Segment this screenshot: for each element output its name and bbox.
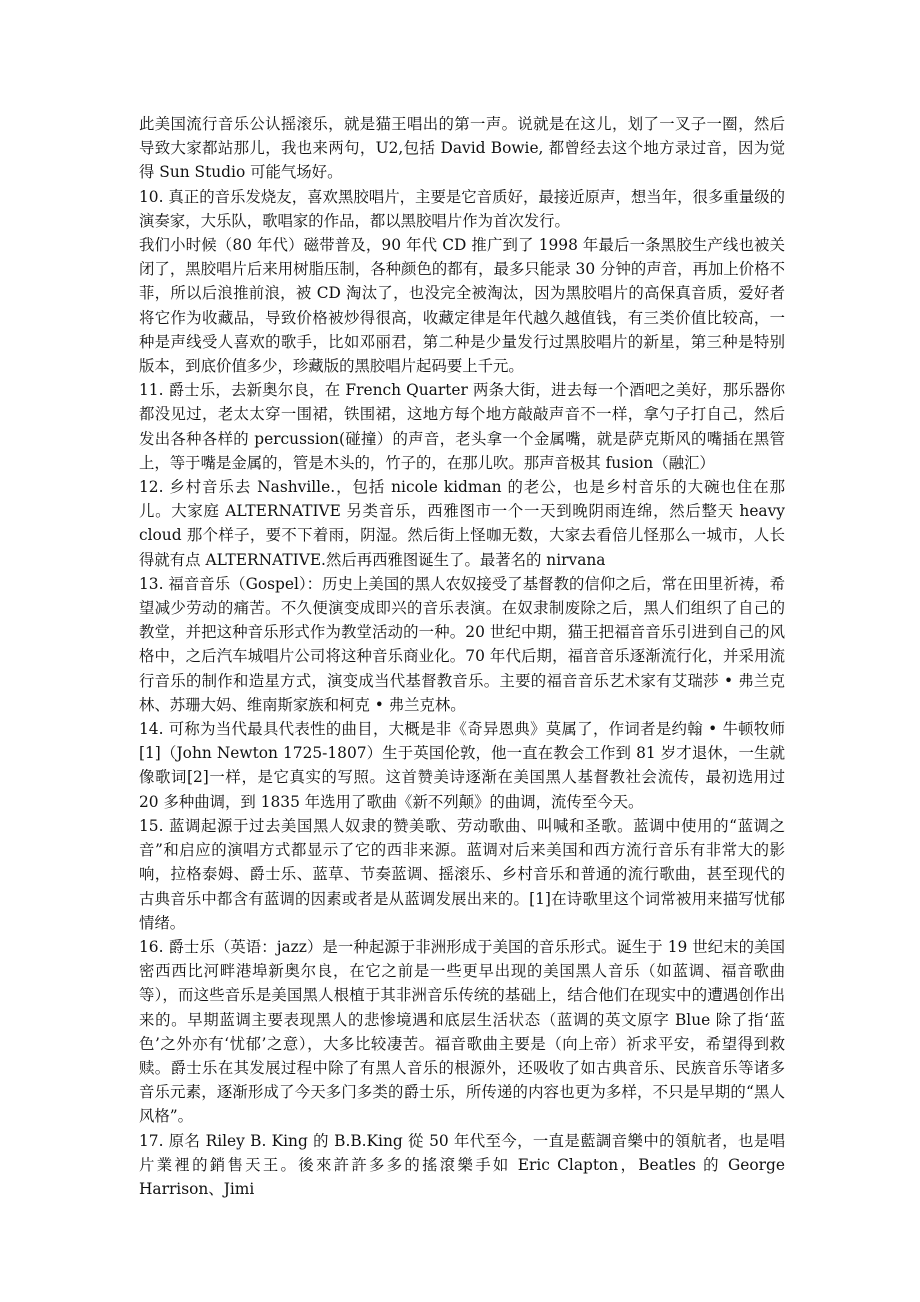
paragraph-15-blues: 15. 蓝调起源于过去美国黑人奴隶的赞美歌、劳动歌曲、叫喊和圣歌。蓝调中使用的“蓝调之音”和启应的演唱方式都显示了它的西非来源。蓝调对后来美国和西方流行音乐有非常大的影响，拉格泰姆、爵士乐、蓝草、节奏蓝调、摇滚乐、乡村音乐和普通的流行歌曲，甚至现代的古典音乐中都含有蓝调的因素或者是从蓝调发展出来的。[1]在诗歌里这个词常被用来描写忧郁情绪。 [139, 816, 785, 932]
paragraph-16-jazz: 16. 爵士乐（英语：jazz）是一种起源于非洲形成于美国的音乐形式。诞生于 19 世纪末的美国密西西比河畔港埠新奥尔良，在它之前是一些更早出现的美国黑人音乐（如蓝调、福音歌曲等），而这些音乐是美国黑人根植于其非洲音乐传统的基础上，结合他们在现实中的遭遇创作出来的。早期蓝调主要表现黑人的悲惨境遇和底层生活状态（蓝调的英文原字 Blue 除了指‘蓝色’之外亦有‘忧郁’之意），大多比较凄苦。福音歌曲主要是（向上帝）祈求平安，希望得到救赎。爵士乐在其发展过程中除了有黑人音乐的根源外，还吸收了如古典音乐、民族音乐等诸多音乐元素，逐渐形成了今天多门多类的爵士乐，所传递的内容也更为多样，不只是早期的“黑人风格”。 [139, 937, 785, 1126]
paragraph-14-amazing-grace: 14. 可称为当代最具代表性的曲目，大概是非《奇异恩典》莫属了，作词者是约翰 • 牛顿牧师[1]（John Newton 1725-1807）生于英国伦敦，他一直在教会工作到 81 岁才退休，一生就像歌词[2]一样，是它真实的写照。这首赞美诗逐渐在美国黑人基督教社会流传，最初选用过 20 多种曲调，到 1835 年选用了歌曲《新不列颠》的曲调，流传至今天。 [139, 720, 785, 811]
paragraph-12-country-alternative: 12. 乡村音乐去 Nashville.，包括 nicole kidman 的老公，也是乡村音乐的大碗也住在那儿。大家庭 ALTERNATIVE 另类音乐，西雅图市一个一天到晚阴雨连绵，然后整天 heavy cloud 那个样子，要不下着雨，阴湿。然后街上怪咖无数，大家去看倍儿怪那么一城市，人长得就有点 ALTERNATIVE.然后再西雅图诞生了。最著名的 nirvana [139, 478, 785, 569]
paragraph-13-gospel: 13. 福音音乐（Gospel）：历史上美国的黑人农奴接受了基督教的信仰之后，常在田里祈祷，希望减少劳动的痛苦。不久便演变成即兴的音乐表演。在奴隶制废除之后，黑人们组织了自己的教堂，并把这种音乐形式作为教堂活动的一种。20 世纪中期，猫王把福音音乐引进到自己的风格中，之后汽车城唱片公司将这种音乐商业化。70 年代后期，福音音乐逐渐流行化，并采用流行音乐的制作和造星方式，演变成当代基督教音乐。主要的福音音乐艺术家有艾瑞莎 • 弗兰克林、苏珊大妈、维南斯家族和柯克 • 弗兰克林。 [139, 574, 785, 714]
paragraph-11-jazz-new-orleans: 11. 爵士乐，去新奥尔良，在 French Quarter 两条大街，进去每一个酒吧之美好，那乐器你都没见过，老太太穿一围裙，铁围裙，这地方每个地方敲敲声音不一样，拿勺子打自己，然后发出各种各样的 percussion(碰撞）的声音，老头拿一个金属嘴，就是萨克斯风的嘴插在黑管上，等于嘴是金属的，管是木头的，竹子的，在那儿吹。那声音极其 fusion（融汇） [139, 381, 785, 472]
paragraph-vinyl-history: 我们小时候（80 年代）磁带普及，90 年代 CD 推广到了 1998 年最后一条黑胶生产线也被关闭了，黑胶唱片后来用树脂压制，各种颜色的都有，最多只能录 30 分钟的声音，再加上价格不菲，所以后浪推前浪，被 CD 淘汰了，也没完全被淘汰，因为黑胶唱片的高保真音质，爱好者将它作为收藏品，导致价格被炒得很高，收藏定律是年代越久越值钱，有三类价值比较高，一种是声线受人喜欢的歌手，比如邓丽君，第二种是少量发行过黑胶唱片的新星，第三种是特别版本，到底价值多少，珍藏版的黑胶唱片起码要上千元。 [139, 236, 785, 376]
paragraph-10-vinyl: 10. 真正的音乐发烧友，喜欢黑胶唱片，主要是它音质好，最接近原声，想当年，很多重量级的演奏家，大乐队，歌唱家的作品，都以黑胶唱片作为首次发行。 [139, 187, 785, 230]
paragraph-sun-studio: 此美国流行音乐公认摇滚乐，就是猫王唱出的第一声。说就是在这儿，划了一叉子一圈，然后导致大家都站那儿，我也来两句，U2,包括 David Bowie, 都曾经去这个地方录过音，因为觉得 Sun Studio 可能气场好。 [139, 115, 785, 182]
document-page [139, 112, 785, 1201]
paragraph-17-bb-king: 17. 原名 Riley B. King 的 B.B.King 從 50 年代至今，一直是藍調音樂中的領航者，也是唱片業裡的銷售天王。後來許許多多的搖滾樂手如 Eric Clapton，Beatles 的 George Harrison、Jimi [139, 1131, 785, 1198]
